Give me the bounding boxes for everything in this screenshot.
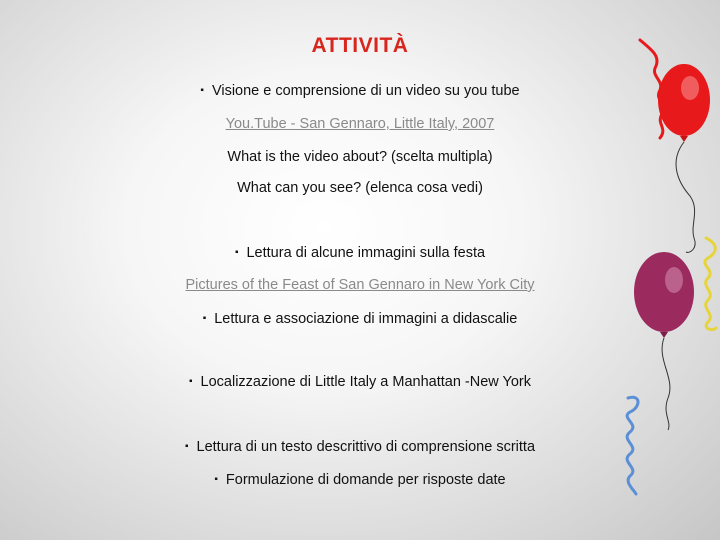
slide-title: ATTIVITÀ: [311, 34, 409, 57]
bullet-icon: ▪: [188, 376, 193, 387]
activity-item-images: [0, 245, 720, 261]
activity-item-captions: [0, 311, 720, 327]
activity-item-video: [0, 83, 720, 99]
item-text: What is the video about? (scelta multipla): [227, 149, 493, 165]
activity-item-reading: [0, 439, 720, 455]
youtube-link[interactable]: You.Tube - San Gennaro, Little Italy, 2007: [225, 116, 495, 132]
youtube-link-line: [0, 116, 720, 132]
question-what-see: [0, 180, 720, 196]
bullet-icon: ▪: [202, 313, 207, 324]
pictures-link[interactable]: Pictures of the Feast of San Gennaro in New York City: [185, 277, 535, 293]
question-video-about: [0, 149, 720, 165]
item-text: Formulazione di domande per risposte date: [225, 472, 506, 488]
item-text: Lettura di un testo descrittivo di comprensione scritta: [196, 439, 536, 455]
bullet-icon: ▪: [200, 85, 204, 96]
bullet-icon: ▪: [184, 441, 189, 452]
activity-item-localization: [0, 374, 720, 390]
item-text: Lettura e associazione di immagini a didascalie: [214, 311, 518, 327]
item-text: What can you see? (elenca cosa vedi): [237, 180, 483, 196]
bullet-icon: ▪: [234, 247, 239, 258]
item-text: Visione e comprensione di un video su you tube: [211, 83, 520, 99]
bullet-icon: ▪: [214, 474, 218, 485]
pictures-link-line: [0, 277, 720, 293]
activity-item-questions: [0, 472, 720, 488]
item-text: Localizzazione di Little Italy a Manhattan -New York: [200, 374, 531, 390]
item-text: Lettura di alcune immagini sulla festa: [246, 245, 486, 261]
